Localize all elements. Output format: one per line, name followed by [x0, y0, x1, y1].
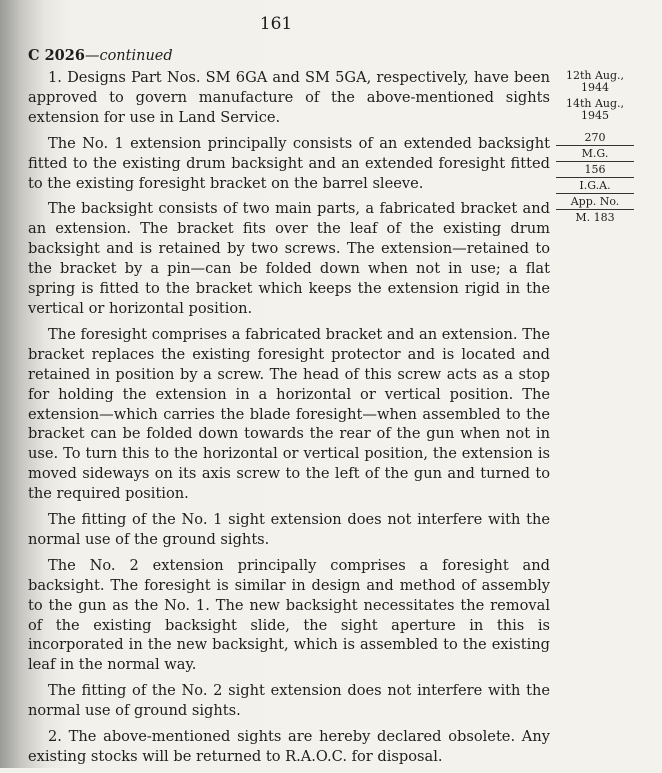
margin-date-1-year: 1944	[581, 81, 609, 94]
page-number: 161	[259, 14, 293, 34]
margin-notes	[556, 70, 634, 224]
margin-ref-1-number: 270	[556, 132, 634, 146]
margin-ref-3-number: App. No.	[556, 196, 634, 210]
paragraph: The No. 1 extension principally consists of an extended backsight fitted to the existing drum backsight and an extended foresight fitted to the existing foresight bracket on the barrel sleeve.	[28, 134, 550, 192]
margin-date-2-day: 14th Aug.,	[565, 97, 625, 110]
paragraph: The No. 2 extension principally comprises a foresight and backsight. The foresight is similar in design and method of assembly to the gun as the No. 1. The new backsight necessitates the removal of the existing backsight slide, the sight aperture in this is incorporated in the new backsight, which is assembled to the existing leaf in the normal way.	[28, 556, 550, 674]
paragraph: The fitting of the No. 1 sight extension does not interfere with the normal use of the ground sights.	[28, 511, 550, 548]
paragraph: The fitting of the No. 2 sight extension does not interfere with the normal use of ground sights.	[28, 682, 550, 720]
section-code: C 2026	[28, 47, 85, 64]
margin-references	[556, 132, 634, 224]
margin-ref-1-designation: M.G.	[556, 148, 634, 162]
margin-ref-2-number: 156	[556, 164, 634, 178]
margin-ref-2-designation: I.G.A.	[556, 180, 634, 194]
section-heading	[28, 47, 173, 64]
document-body	[28, 68, 550, 773]
margin-date-1-day: 12th Aug.,	[565, 69, 625, 82]
paragraph: The backsight consists of two main parts, a fabricated bracket and an extension. The bracket fits over the leaf of the existing drum backsight and is retained by two screws. The extension—retained to the bracket by a pin—can be folded down when not in use; a flat spring is fitted to the bracket which keeps the extension rigid in the vertical or horizontal position.	[28, 200, 550, 317]
paragraph: 2. The above-mentioned sights are hereby declared obsolete. Any existing stocks will be returned to R.A.O.C. for disposal.	[28, 728, 550, 765]
paragraph: 1. Designs Part Nos. SM 6GA and SM 5GA, respectively, have been approved to govern manufacture of the above-mentioned sights extension for use in Land Service.	[28, 69, 550, 126]
margin-ref-3-designation: M. 183	[575, 211, 615, 224]
margin-date-2-year: 1945	[581, 109, 609, 122]
section-continued-label: —continued	[84, 48, 173, 64]
paragraph: The foresight comprises a fabricated bracket and an extension. The bracket replaces the existing foresight protector and is located and retained in position by a screw. The head of this screw acts as a stop for holding the extension in a horizontal or vertical position. The extension—which carries the blade foresight—when assembled to the bracket can be folded down towards the rear of the gun when not in use. To turn this to the horizontal or vertical position, the extension is moved sideways on its axis screw to the left of the gun and turned to the required position.	[28, 325, 550, 503]
